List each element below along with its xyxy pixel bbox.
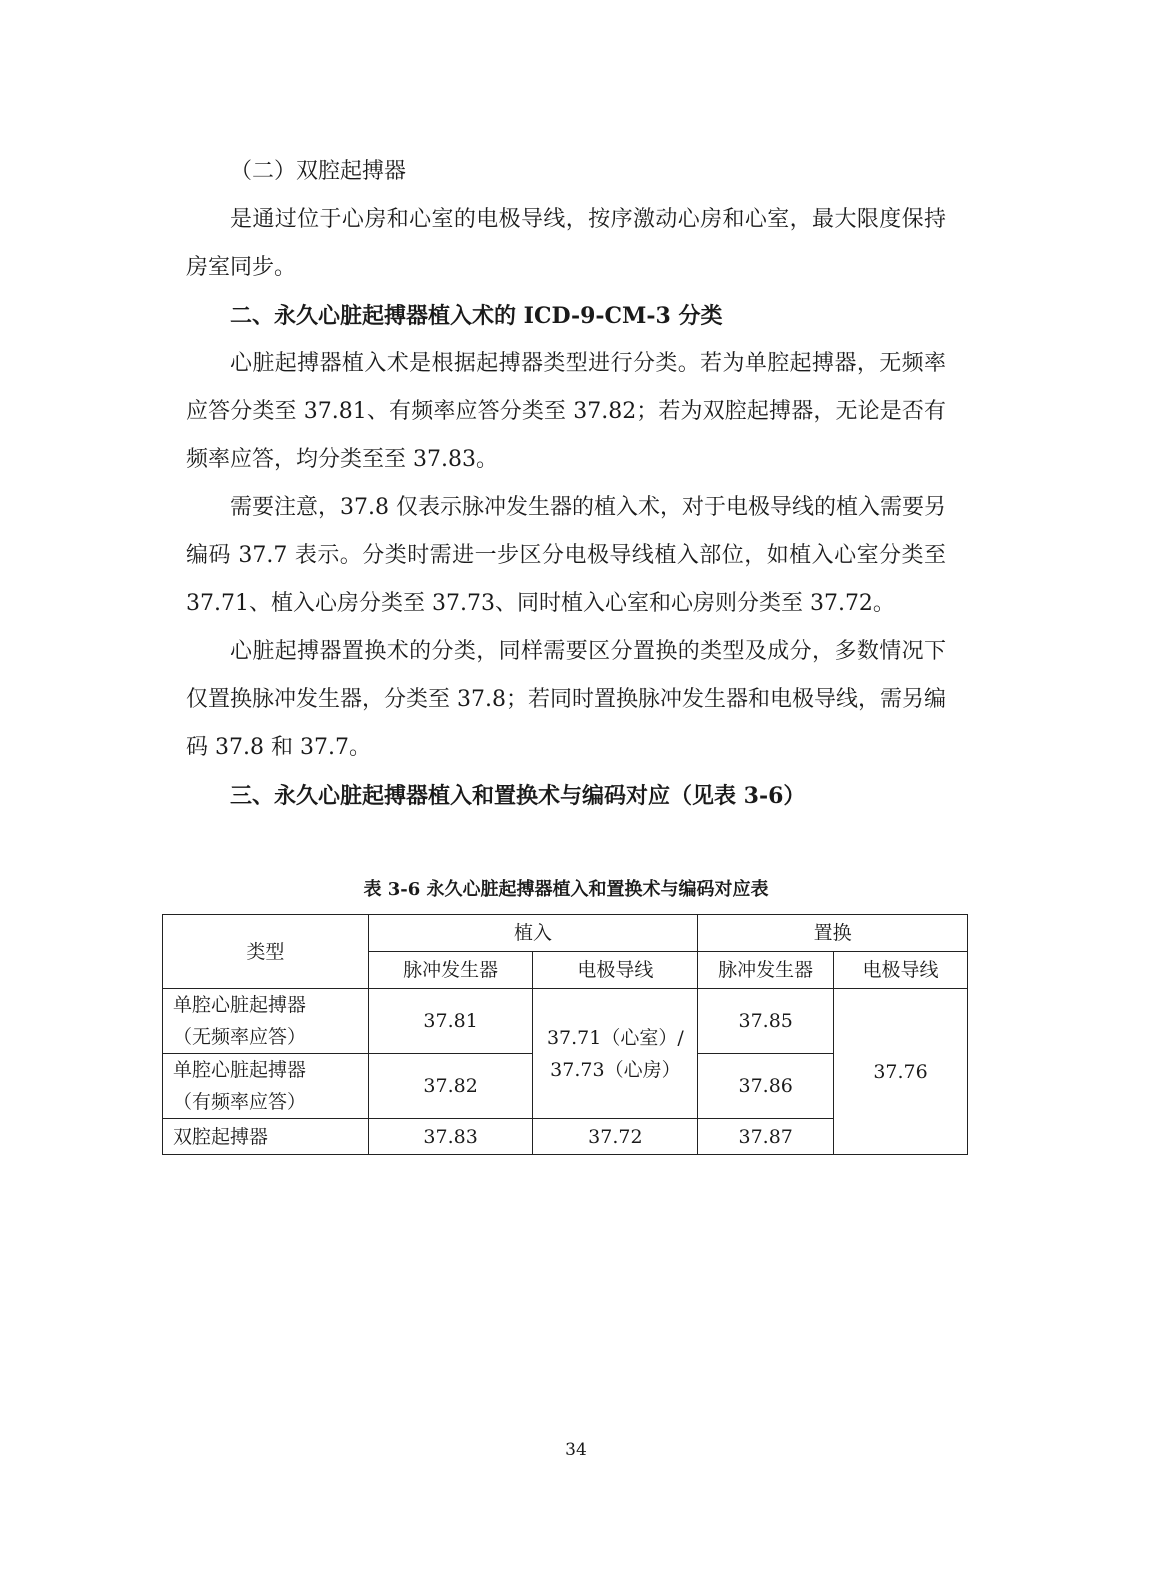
implant-pulse-generator-code: 37.82 (368, 1054, 533, 1119)
header-replace-lead: 电极导线 (834, 952, 968, 989)
section-sub-title: （二）双腔起搏器 (230, 159, 407, 184)
type-line: 单腔心脏起搏器 (173, 1059, 307, 1081)
implant-lead-code: 37.72 (533, 1119, 698, 1155)
heading-code-mapping: 三、永久心脏起搏器植入和置换术与编码对应（见表 3-6） (230, 783, 806, 809)
header-type: 类型 (163, 915, 369, 989)
replace-pulse-generator-code: 37.86 (698, 1054, 834, 1119)
heading-classification: 二、永久心脏起搏器植入术的 ICD-9-CM-3 分类 (230, 303, 723, 329)
table-caption: 表 3-6 永久心脏起搏器植入和置换术与编码对应表 (363, 879, 769, 900)
header-implant: 植入 (368, 915, 698, 952)
type-line-note: （无频率应答） (173, 1026, 307, 1048)
implant-pulse-generator-code: 37.81 (368, 989, 533, 1054)
type-cell: 双腔起搏器 (163, 1119, 369, 1155)
header-implant-lead: 电极导线 (533, 952, 698, 989)
header-replace: 置换 (698, 915, 968, 952)
type-line-note: （有频率应答） (173, 1091, 307, 1113)
paragraph-dual-chamber: 是通过位于心房和心室的电极导线，按序激动心房和心室，最大限度保持房室同步。 (186, 207, 946, 280)
paragraph-classification-2: 需要注意，37.8 仅表示脉冲发生器的植入术，对于电极导线的植入需要另编码 37.7 表示。分类时需进一步区分电极导线植入部位，如植入心室分类至 37.71、植入心房分类至 37.73、同时植入心室和心房则分类至 37.72。 (186, 495, 946, 616)
table-row (163, 989, 968, 1054)
header-implant-pulse-generator: 脉冲发生器 (368, 952, 533, 989)
table-header-row (163, 915, 968, 952)
code-mapping-table (162, 914, 968, 1155)
header-replace-pulse-generator: 脉冲发生器 (698, 952, 834, 989)
type-cell (163, 1054, 369, 1119)
table-container (162, 914, 970, 1155)
replace-lead-code: 37.76 (834, 989, 968, 1155)
type-line: 单腔心脏起搏器 (173, 994, 307, 1016)
paragraph-classification-1: 心脏起搏器植入术是根据起搏器类型进行分类。若为单腔起搏器，无频率应答分类至 37.81、有频率应答分类至 37.82；若为双腔起搏器，无论是否有频率应答，均分类至至 37.83。 (186, 351, 946, 472)
replace-pulse-generator-code: 37.87 (698, 1119, 834, 1155)
implant-lead-code-line: 37.71（心室）/ (546, 1026, 684, 1049)
implant-lead-code-line: 37.73（心房） (550, 1058, 681, 1081)
type-cell (163, 989, 369, 1054)
page-number: 34 (565, 1440, 587, 1460)
body-text (186, 148, 946, 820)
implant-lead-code-single-chamber (533, 989, 698, 1119)
implant-pulse-generator-code: 37.83 (368, 1119, 533, 1155)
replace-pulse-generator-code: 37.85 (698, 989, 834, 1054)
paragraph-classification-3: 心脏起搏器置换术的分类，同样需要区分置换的类型及成分，多数情况下仅置换脉冲发生器，分类至 37.8；若同时置换脉冲发生器和电极导线，需另编码 37.8 和 37.7。 (186, 639, 946, 760)
